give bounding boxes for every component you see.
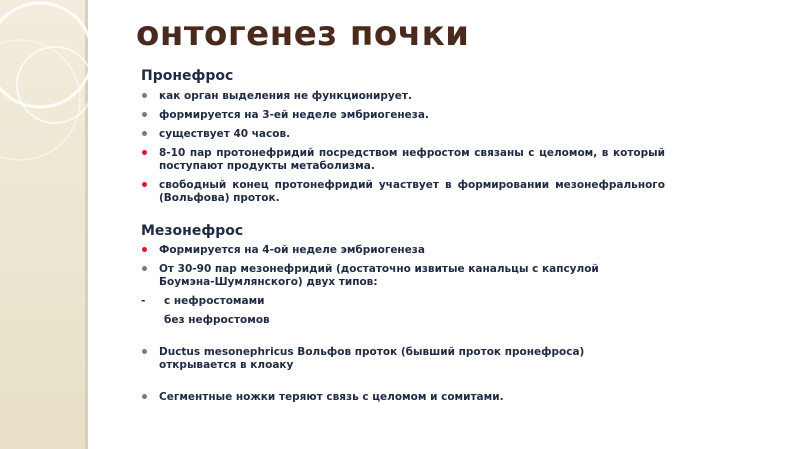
pronephros-list: [141, 90, 665, 205]
list-item: [141, 295, 651, 308]
list-item-text: без нефростомов: [164, 314, 270, 326]
list-item: [141, 346, 651, 372]
list-item-text: От 30-90 пар мезонефридий (достаточно извитые канальцы с капсулой Боумэна-Шумлянского) двух типов:: [159, 263, 599, 288]
list-item: [141, 314, 651, 327]
list-item-text: как орган выделения не функционирует.: [159, 90, 412, 102]
list-item: [141, 263, 651, 289]
list-item-text: Сегментные ножки теряют связь с целомом и сомитами.: [159, 391, 504, 403]
list-item: [141, 90, 665, 103]
list-item-text: свободный конец протонефридий участвует в формировании мезонефрального (Вольфова) проток.: [159, 179, 665, 204]
bullet-icon: [142, 150, 147, 155]
bullet-icon: [142, 247, 147, 252]
bullet-icon: [142, 182, 147, 187]
decorative-side-panel: [0, 0, 88, 449]
list-item: [141, 244, 651, 257]
bullet-icon: [142, 394, 147, 399]
side-panel-edge: [85, 0, 88, 449]
bullet-icon: [142, 93, 147, 98]
list-item: [141, 179, 665, 205]
list-item: [141, 109, 665, 122]
slide-title: онтогенез почки: [136, 14, 470, 54]
bullet-icon: [142, 349, 147, 354]
list-item: [141, 147, 665, 173]
list-item-text: с нефростомами: [164, 295, 265, 307]
mesonephros-list: [141, 244, 651, 404]
list-item-text: Ductus mesonephricus Вольфов проток (бывший проток пронефроса) открывается в клоаку: [159, 346, 599, 371]
bullet-icon: [142, 112, 147, 117]
list-item: [141, 391, 651, 404]
bullet-icon: [142, 131, 147, 136]
list-item: [141, 128, 665, 141]
list-item-text: Формируется на 4-ой неделе эмбриогенеза: [159, 244, 425, 256]
dash-marker: -: [141, 295, 146, 307]
list-item-text: 8-10 пар протонефридий посредством нефростом связаны с целомом, в который поступают продукты метаболизма.: [159, 147, 665, 172]
bullet-icon: [142, 266, 147, 271]
mesonephros-heading: Мезонефрос: [141, 223, 244, 239]
list-item-text: существует 40 часов.: [159, 128, 291, 140]
list-item-text: формируется на 3-ей неделе эмбриогенеза.: [159, 109, 429, 121]
pronephros-heading: Пронефрос: [141, 68, 234, 84]
